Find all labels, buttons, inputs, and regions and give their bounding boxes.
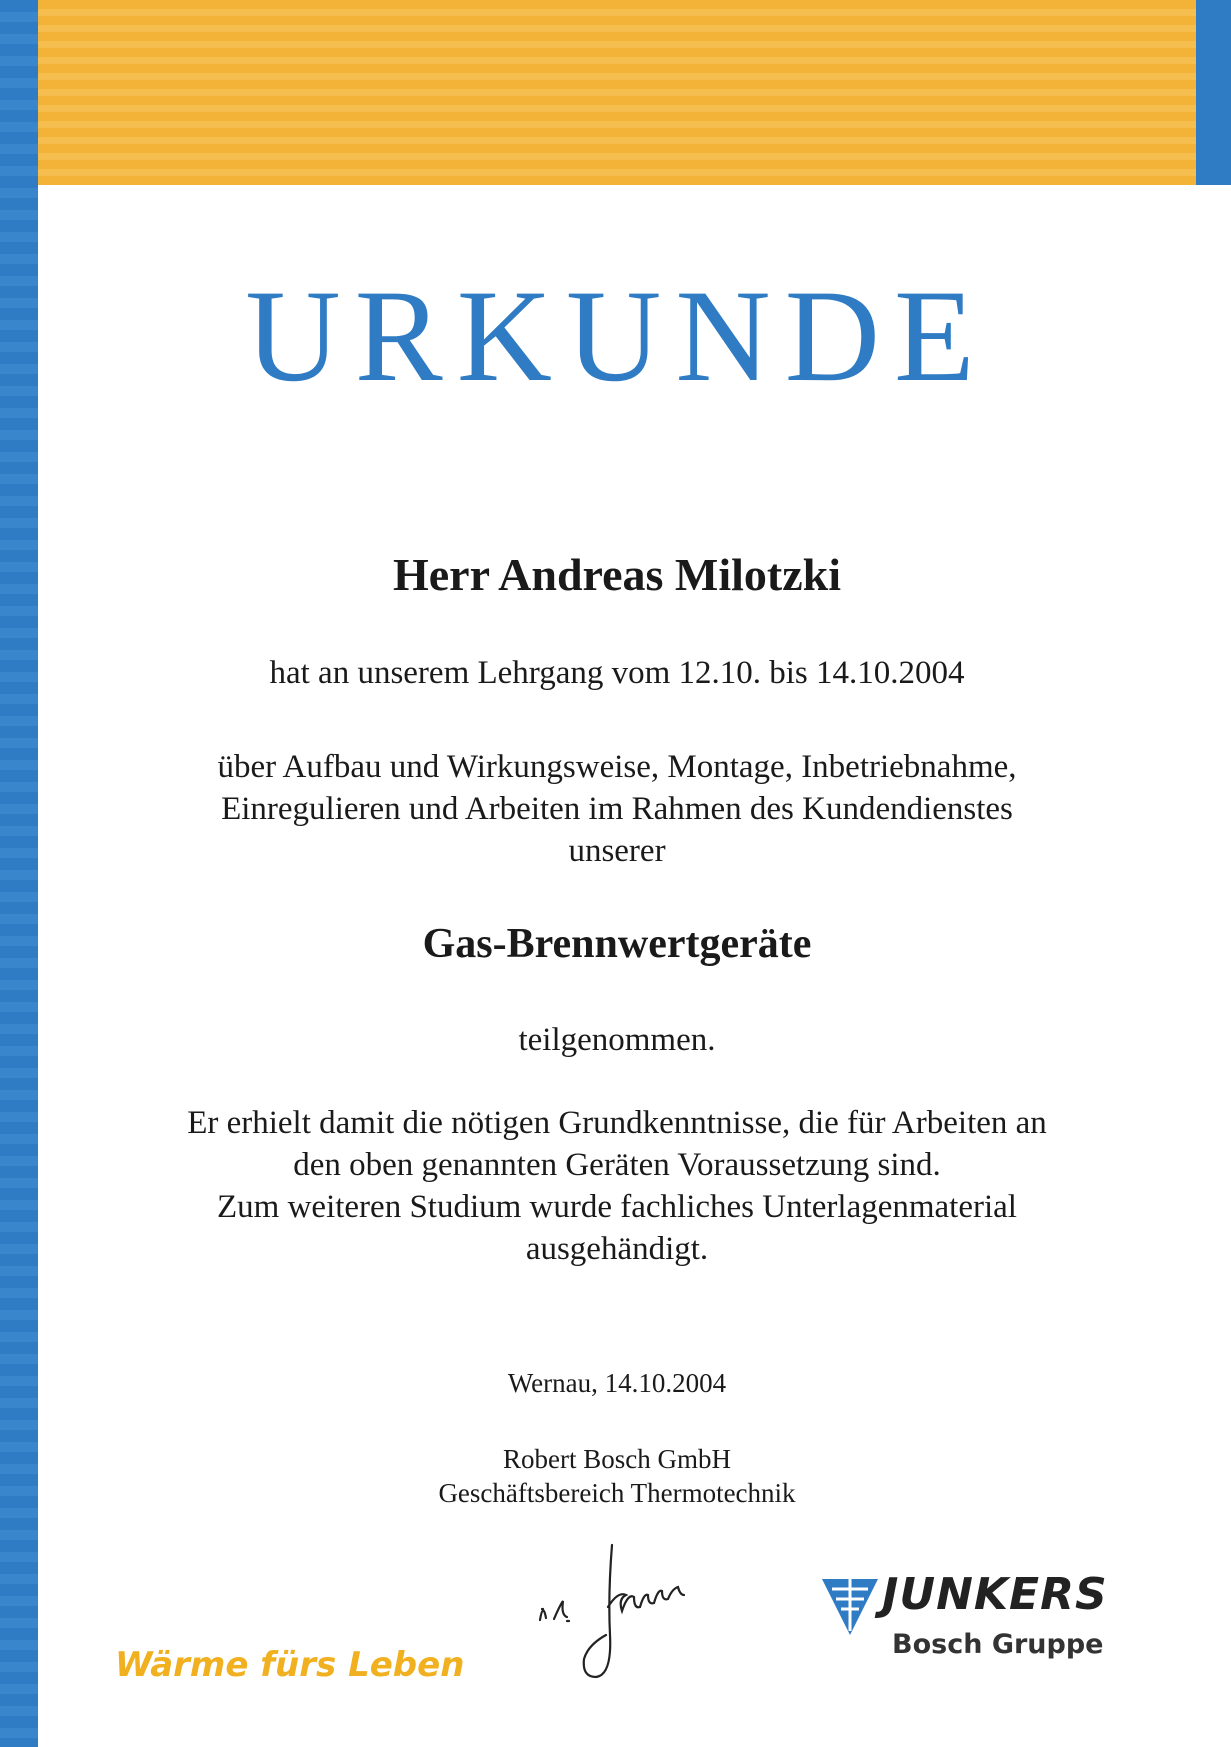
company-name: Robert Bosch GmbH: [503, 1444, 731, 1474]
topic-line: Einregulieren und Arbeiten im Rahmen des Kundendienstes: [221, 791, 1013, 827]
result-line: Er erhielt damit die nötigen Grundkenntnisse, die für Arbeiten an: [187, 1105, 1047, 1141]
junkers-triangle-icon: [820, 1573, 880, 1637]
logo-group-text: Bosch Gruppe: [892, 1629, 1104, 1660]
participated-text: teilgenommen.: [518, 1022, 716, 1058]
result-line: ausgehändigt.: [525, 1231, 709, 1267]
result-paragraph: [38, 1102, 1196, 1270]
company-division: Geschäftsbereich Thermotechnik: [438, 1478, 796, 1508]
company-block: [38, 1442, 1196, 1510]
result-line: den oben genannten Geräten Voraussetzung sind.: [293, 1147, 941, 1183]
top-yellow-band: [38, 0, 1196, 185]
topic-line: unserer: [568, 833, 666, 869]
place-date: Wernau, 14.10.2004: [507, 1368, 727, 1398]
product-name: Gas-Brennwertgeräte: [422, 921, 812, 967]
logo-wordmark: JUNKERS: [882, 1569, 1108, 1620]
junkers-logo: [820, 1569, 1160, 1668]
topic-line: über Aufbau und Wirkungsweise, Montage, Inbetriebnahme,: [217, 749, 1017, 785]
signature: [520, 1515, 740, 1690]
left-blue-stripe: [0, 0, 38, 1747]
brand-slogan: Wärme fürs Leben: [115, 1645, 465, 1685]
result-line: Zum weiteren Studium wurde fachliches Unterlagenmaterial: [217, 1189, 1017, 1225]
topic-paragraph: [38, 746, 1196, 872]
right-blue-stripe: [1196, 0, 1231, 185]
course-line: hat an unserem Lehrgang vom 12.10. bis 14.10.2004: [269, 655, 965, 691]
recipient-name: Herr Andreas Milotzki: [392, 549, 842, 600]
signature-image: [520, 1515, 740, 1690]
certificate-title: URKUNDE: [245, 262, 989, 409]
